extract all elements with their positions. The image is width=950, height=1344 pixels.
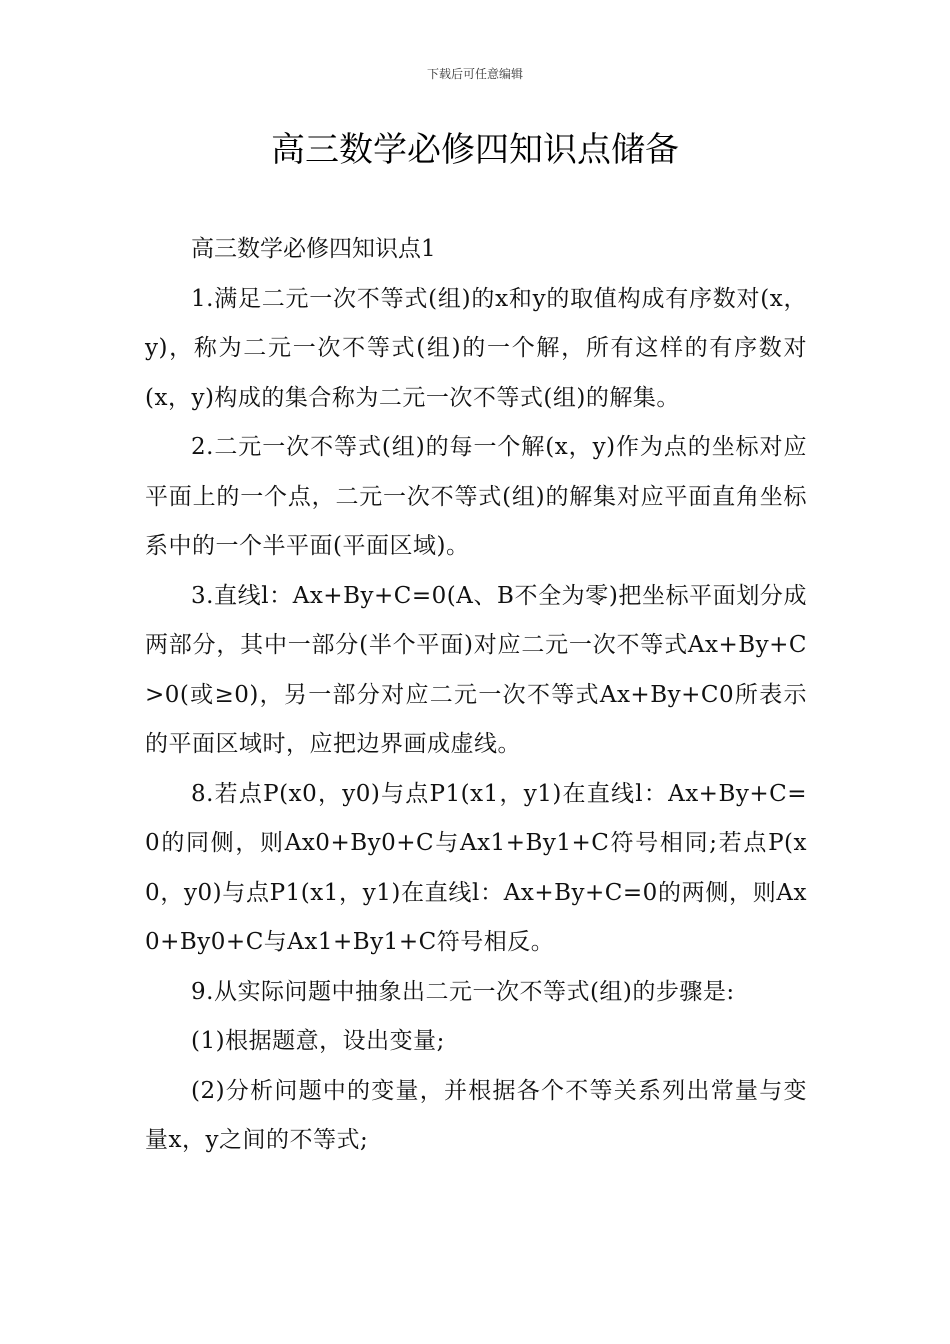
paragraph-1: 1.满足二元一次不等式(组)的x和y的取值构成有序数对(x，y)，称为二元一次不等式(组)的一个解，所有这样的有序数对(x，y)构成的集合称为二元一次不等式(组)的解集。 xyxy=(145,285,807,411)
document-title: 高三数学必修四知识点储备 xyxy=(271,130,679,170)
step-2: (2)分析问题中的变量，并根据各个不等关系列出常量与变量x，y之间的不等式; xyxy=(145,1077,807,1153)
document-body xyxy=(145,225,807,1166)
section-heading: 高三数学必修四知识点1 xyxy=(191,236,436,262)
header-note: 下载后可任意编辑 xyxy=(426,67,523,81)
paragraph-8: 8.若点P(x0，y0)与点P1(x1，y1)在直线l：Ax+By+C=0的同侧，则Ax0+By0+C与Ax1+By1+C符号相同;若点P(x0，y0)与点P1(x1，y1)在直线l：Ax+By+C=0的两侧，则Ax0+By0+C与Ax1+By1+C符号相反。 xyxy=(145,780,807,955)
paragraph-3: 3.直线l：Ax+By+C=0(A、B不全为零)把坐标平面划分成两部分，其中一部分(半个平面)对应二元一次不等式Ax+By+C>0(或≥0)，另一部分对应二元一次不等式Ax+By+C0所表示的平面区域时，应把边界画成虚线。 xyxy=(145,582,807,757)
paragraph-2: 2.二元一次不等式(组)的每一个解(x，y)作为点的坐标对应平面上的一个点，二元一次不等式(组)的解集对应平面直角坐标系中的一个半平面(平面区域)。 xyxy=(145,434,807,559)
step-1: (1)根据题意，设出变量; xyxy=(191,1028,445,1054)
paragraph-9: 9.从实际问题中抽象出二元一次不等式(组)的步骤是: xyxy=(191,978,735,1005)
